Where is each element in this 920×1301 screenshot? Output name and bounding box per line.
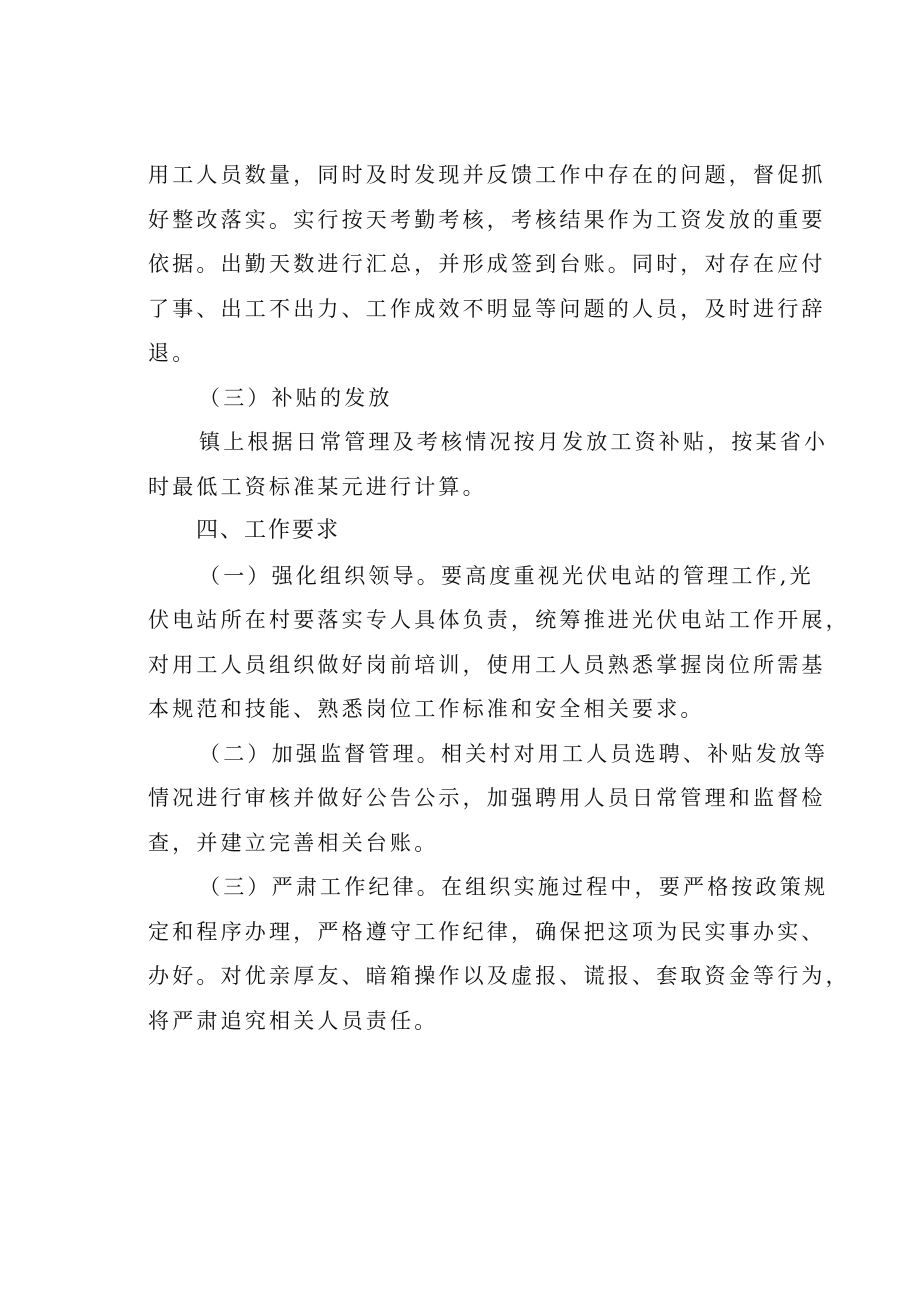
text-line: 镇上根据日常管理及考核情况按月发放工资补贴，按某省小 bbox=[199, 430, 829, 454]
text-line: 依据。出勤天数进行汇总，并形成签到台账。同时，对存在应付 bbox=[148, 252, 826, 276]
text-line: 伏电站所在村要落实专人具体负责，统筹推进光伏电站工作开展， bbox=[148, 608, 850, 632]
text-line: （三）严肃工作纪律。在组织实施过程中，要严格按政策规 bbox=[199, 875, 829, 899]
document-body bbox=[148, 153, 850, 1043]
text-line: 时最低工资标准某元进行计算。 bbox=[148, 474, 487, 499]
text-line: 好整改落实。实行按天考勤考核，考核结果作为工资发放的重要 bbox=[148, 207, 826, 232]
text-line: 情况进行审核并做好公告公示，加强聘用人员日常管理和监督检 bbox=[148, 786, 826, 810]
text-line: 定和程序办理，严格遵守工作纪律，确保把这项为民实事办实、 bbox=[148, 919, 826, 944]
text-line: 本规范和技能、熟悉岗位工作标准和安全相关要求。 bbox=[148, 697, 705, 721]
text-line: 对用工人员组织做好岗前培训，使用工人员熟悉掌握岗位所需基 bbox=[148, 652, 826, 677]
section-heading-requirements: 四、工作要求 bbox=[196, 518, 341, 543]
subheading-subsidy: （三）补贴的发放 bbox=[199, 385, 393, 410]
text-line: 将严肃追究相关人员责任。 bbox=[148, 1008, 439, 1033]
text-line: 查，并建立完善相关台账。 bbox=[148, 830, 439, 855]
text-line: 了事、出工不出力、工作成效不明显等问题的人员，及时进行辞 bbox=[148, 296, 826, 321]
text-line: （二）加强监督管理。相关村对用工人员选聘、补贴发放等 bbox=[199, 741, 829, 766]
text-line: （一）强化组织领导。要高度重视光伏电站的管理工作,光 bbox=[199, 563, 814, 588]
text-line: 用工人员数量，同时及时发现并反馈工作中存在的问题，督促抓 bbox=[148, 163, 826, 187]
text-line: 办好。对优亲厚友、暗箱操作以及虚报、谎报、套取资金等行为， bbox=[148, 964, 850, 988]
text-line: 退。 bbox=[148, 341, 197, 365]
